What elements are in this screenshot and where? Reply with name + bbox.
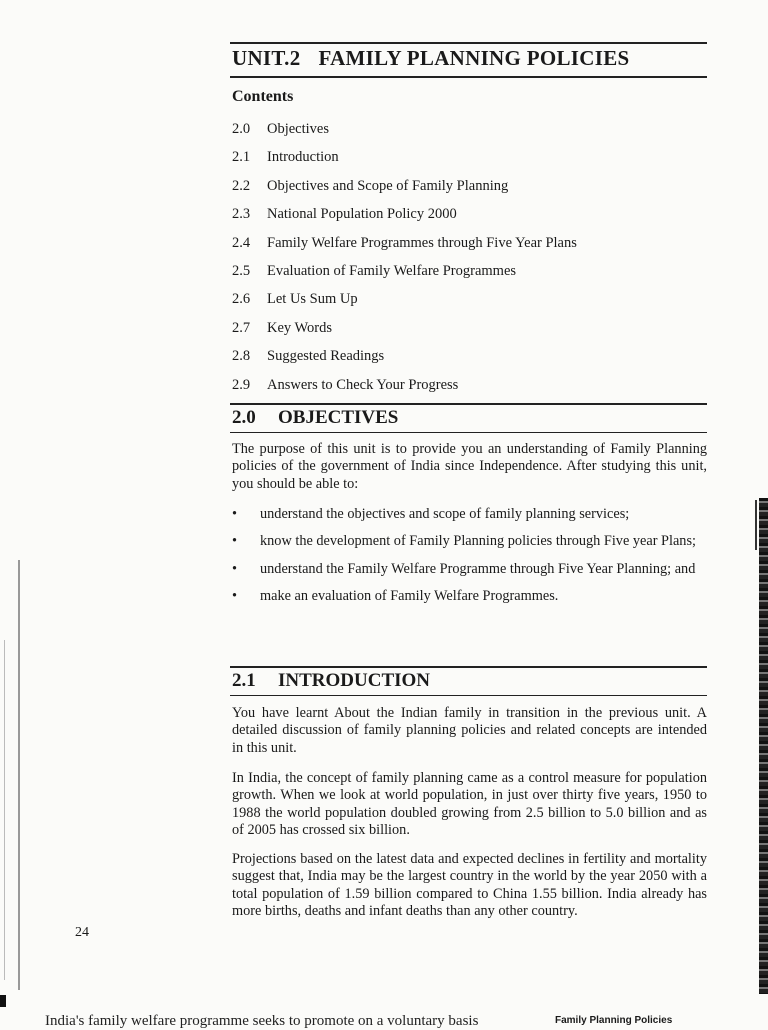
introduction-paragraph: You have learnt About the Indian family in transition in the previous unit. A detailed discussion of family planning policies and related concepts are intended in this unit. xyxy=(232,705,707,756)
contents-item-number: 2.6 xyxy=(232,291,251,308)
objectives-top-rule xyxy=(230,403,707,405)
unit-title: FAMILY PLANNING POLICIES xyxy=(318,46,630,70)
introduction-paragraph: Projections based on the latest data and expected declines in fertility and mortality suggest that, India may be the largest country in the world by the year 2050 with a total population of 1.59 billion compared to China 1.55 billion. India already has more births, deaths and infant deaths than any other country. xyxy=(232,851,707,920)
contents-item-number: 2.2 xyxy=(232,177,251,194)
contents-item-label: Suggested Readings xyxy=(267,348,385,365)
contents-item xyxy=(232,261,577,289)
contents-item xyxy=(232,346,577,374)
contents-item-label: Let Us Sum Up xyxy=(267,291,358,308)
contents-item xyxy=(232,119,577,147)
contents-item-label: Key Words xyxy=(267,319,333,336)
introduction-title: INTRODUCTION xyxy=(278,670,431,691)
bullet-icon: • xyxy=(232,533,238,550)
contents-item-label: Objectives xyxy=(267,121,330,137)
scan-edge-right xyxy=(759,498,768,994)
introduction-top-rule xyxy=(230,666,707,668)
objectives-bottom-rule xyxy=(230,432,707,433)
introduction-paragraph: In India, the concept of family planning came as a control measure for population growth. When we look at world population, in just over thirty five years, 1950 to 1988 the world population doubled growing from 2.5 billion to 5.0 billion and as of 2005 has crossed six billion. xyxy=(232,770,707,839)
objectives-item-text: understand the Family Welfare Programme through Five Year Planning; and xyxy=(260,560,696,577)
objectives-item-text: know the development of Family Planning policies through Five year Plans; xyxy=(260,533,696,550)
objectives-number: 2.0 xyxy=(232,407,256,428)
objectives-item xyxy=(232,533,707,550)
objectives-item xyxy=(232,506,707,523)
contents-item-label: Objectives and Scope of Family Planning xyxy=(267,177,509,194)
contents-item-number: 2.7 xyxy=(232,319,251,336)
objectives-item xyxy=(232,588,707,605)
bullet-icon: • xyxy=(232,560,238,577)
objectives-list xyxy=(232,506,707,616)
unit-label: UNIT.2 xyxy=(232,46,301,70)
next-page-text-fragment: India's family welfare programme seeks to promote on a voluntary basis xyxy=(45,1013,479,1029)
contents-item-number: 2.8 xyxy=(232,348,251,365)
contents-item-number: 2.4 xyxy=(232,234,251,251)
contents-item xyxy=(232,375,577,403)
scan-edge-left-faint xyxy=(4,640,5,980)
contents-item-number: 2.9 xyxy=(232,376,251,393)
introduction-heading xyxy=(232,670,430,692)
contents-title: Contents xyxy=(232,88,294,105)
contents-item xyxy=(232,176,577,204)
running-title: Family Planning Policies xyxy=(555,1015,673,1026)
contents-item-number: 2.1 xyxy=(232,149,251,166)
bullet-icon: • xyxy=(232,506,238,522)
contents-item-label: Family Welfare Programmes through Five Year Plans xyxy=(267,234,577,251)
objectives-item xyxy=(232,561,707,578)
contents-item-number: 2.5 xyxy=(232,262,251,279)
contents-item xyxy=(232,318,577,346)
objectives-item-text: understand the objectives and scope of family planning services; xyxy=(260,506,630,522)
contents-item xyxy=(232,289,577,317)
contents-item-number: 2.3 xyxy=(232,206,251,223)
objectives-intro: The purpose of this unit is to provide you an understanding of Family Planning policies of the government of India since Independence. After studying this unit, you should be able to: xyxy=(232,441,707,492)
introduction-number: 2.1 xyxy=(232,670,256,691)
introduction-bottom-rule xyxy=(230,695,707,696)
objectives-item-text: make an evaluation of Family Welfare Programmes. xyxy=(260,588,559,605)
bullet-icon: • xyxy=(232,588,238,605)
contents-item-label: Answers to Check Your Progress xyxy=(267,376,459,393)
unit-bottom-rule xyxy=(230,76,707,78)
contents-item xyxy=(232,204,577,232)
contents-item-label: National Population Policy 2000 xyxy=(267,206,457,223)
contents-item-label: Evaluation of Family Welfare Programmes xyxy=(267,262,517,279)
scan-edge-left xyxy=(18,560,20,990)
contents-item xyxy=(232,233,577,261)
objectives-heading xyxy=(232,407,398,429)
scan-blot xyxy=(0,995,6,1007)
contents-item-label: Introduction xyxy=(267,149,339,166)
scan-edge-right-mark xyxy=(755,500,757,550)
contents-list xyxy=(232,119,577,403)
page-number: 24 xyxy=(75,925,89,940)
contents-item xyxy=(232,147,577,175)
contents-item-number: 2.0 xyxy=(232,121,251,137)
objectives-title: OBJECTIVES xyxy=(278,407,399,428)
unit-top-rule xyxy=(230,42,707,44)
unit-heading xyxy=(232,46,629,71)
